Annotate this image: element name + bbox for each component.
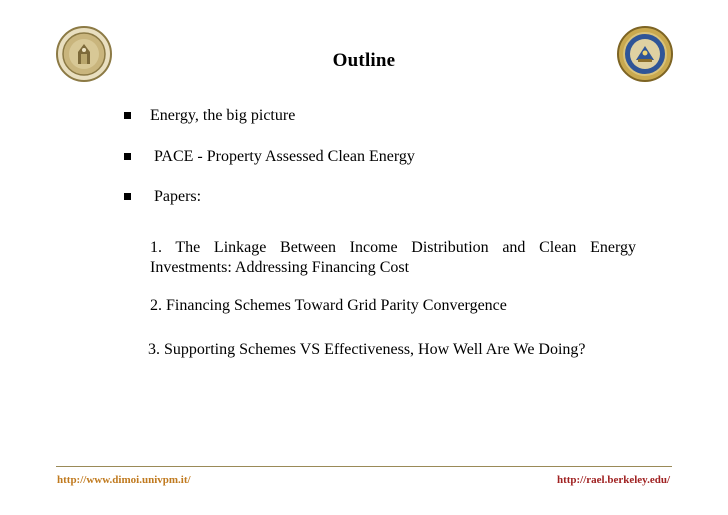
bullet-text: Papers: <box>154 187 202 205</box>
bullet-text: PACE - Property Assessed Clean Energy <box>154 147 415 165</box>
footer-left-link[interactable]: http://www.dimoi.univpm.it/ <box>57 474 191 486</box>
slide-title <box>0 50 728 72</box>
square-bullet-icon <box>124 153 131 160</box>
bullet-item <box>124 187 202 205</box>
slide-title-text: Outline <box>332 50 396 71</box>
paper-item <box>150 238 636 278</box>
paper-item: 2. Financing Schemes Toward Grid Parity Convergence <box>150 297 507 314</box>
bullet-item <box>124 106 296 124</box>
square-bullet-icon <box>124 193 131 200</box>
footer-right-link[interactable]: http://rael.berkeley.edu/ <box>556 474 670 486</box>
paper-item: 3. Supporting Schemes VS Effectiveness, How Well Are We Doing? <box>148 341 586 358</box>
bullet-text: Energy, the big picture <box>150 106 296 124</box>
bullet-item <box>124 147 415 165</box>
footer-divider <box>56 466 672 467</box>
paper-title-line: 1. The Linkage Between Income Distribution and Clean Energy <box>150 239 636 256</box>
paper-title-line: Investments: Addressing Financing Cost <box>150 259 410 276</box>
square-bullet-icon <box>124 112 131 119</box>
